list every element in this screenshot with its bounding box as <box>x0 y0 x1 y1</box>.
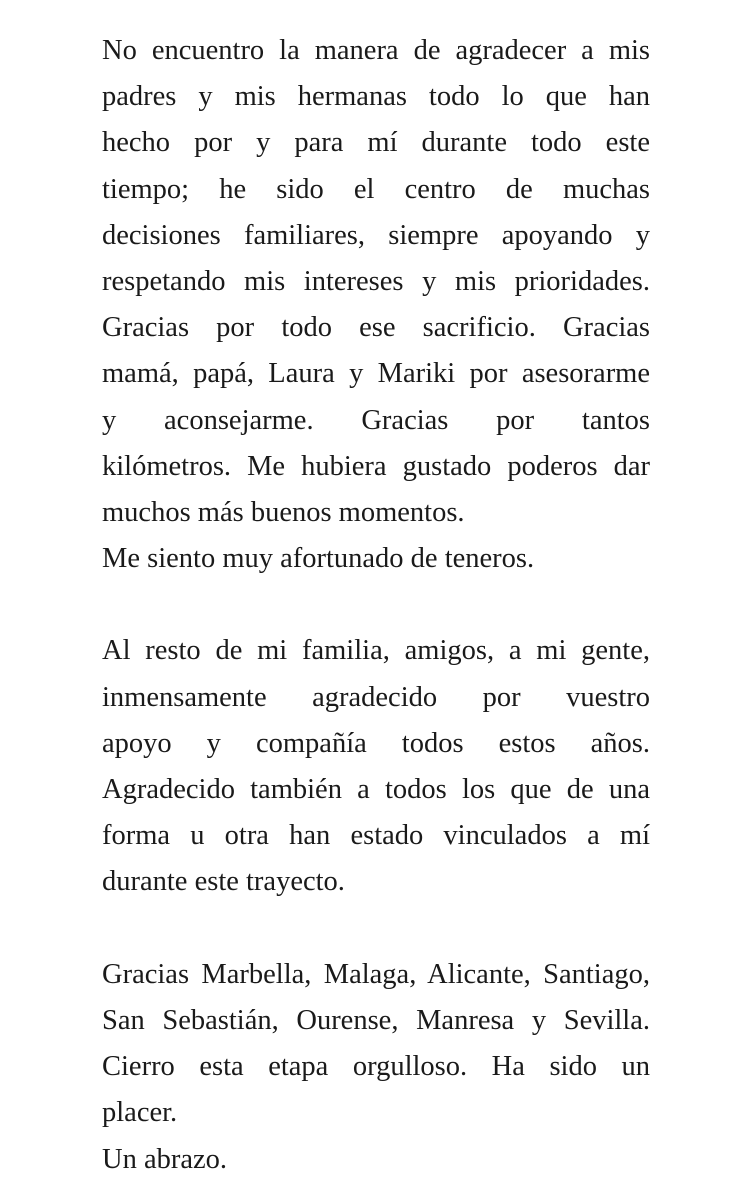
text-line: Al resto de mi familia, amigos, a mi gente, <box>102 635 650 667</box>
text-line: placer. <box>102 1097 178 1129</box>
text-line: apoyo y compañía todos estos años. <box>102 727 650 759</box>
text-line: respetando mis intereses y mis prioridades. <box>102 265 650 297</box>
paragraph-cities-farewell <box>102 952 650 1183</box>
text-line: muchos más buenos momentos. <box>102 496 465 528</box>
text-line: San Sebastián, Ourense, Manresa y Sevilla. <box>102 1004 650 1036</box>
text-line: tiempo; he sido el centro de muchas <box>102 173 650 205</box>
text-line: y aconsejarme. Gracias por tantos <box>102 404 650 436</box>
text-line: Cierro esta etapa orgulloso. Ha sido un <box>102 1051 650 1083</box>
paragraph-spacer <box>102 906 650 952</box>
closing-line: Un abrazo. <box>102 1143 228 1175</box>
text-line: No encuentro la manera de agradecer a mis <box>102 35 650 66</box>
text-line: durante este trayecto. <box>102 866 345 898</box>
text-line: inmensamente agradecido por vuestro <box>102 681 650 713</box>
text-line: forma u otra han estado vinculados a mí <box>102 820 650 852</box>
paragraph-spacer <box>102 582 650 628</box>
paragraph-friends-thanks <box>102 628 650 905</box>
text-line: padres y mis hermanas todo lo que han <box>102 81 650 113</box>
text-line: kilómetros. Me hubiera gustado poderos dar <box>102 450 650 482</box>
text-line: Gracias por todo ese sacrificio. Gracias <box>102 312 650 344</box>
text-line: Gracias Marbella, Malaga, Alicante, Santiago, <box>102 958 650 990</box>
paragraph-family-thanks <box>102 28 650 582</box>
text-line: Agradecido también a todos los que de una <box>102 774 650 805</box>
text-line: decisiones familiares, siempre apoyando y <box>102 219 650 251</box>
letter-text <box>102 28 650 1183</box>
text-line: Me siento muy afortunado de teneros. <box>102 543 535 575</box>
text-line: mamá, papá, Laura y Mariki por asesorarme <box>102 358 650 390</box>
text-line: hecho por y para mí durante todo este <box>102 127 650 159</box>
